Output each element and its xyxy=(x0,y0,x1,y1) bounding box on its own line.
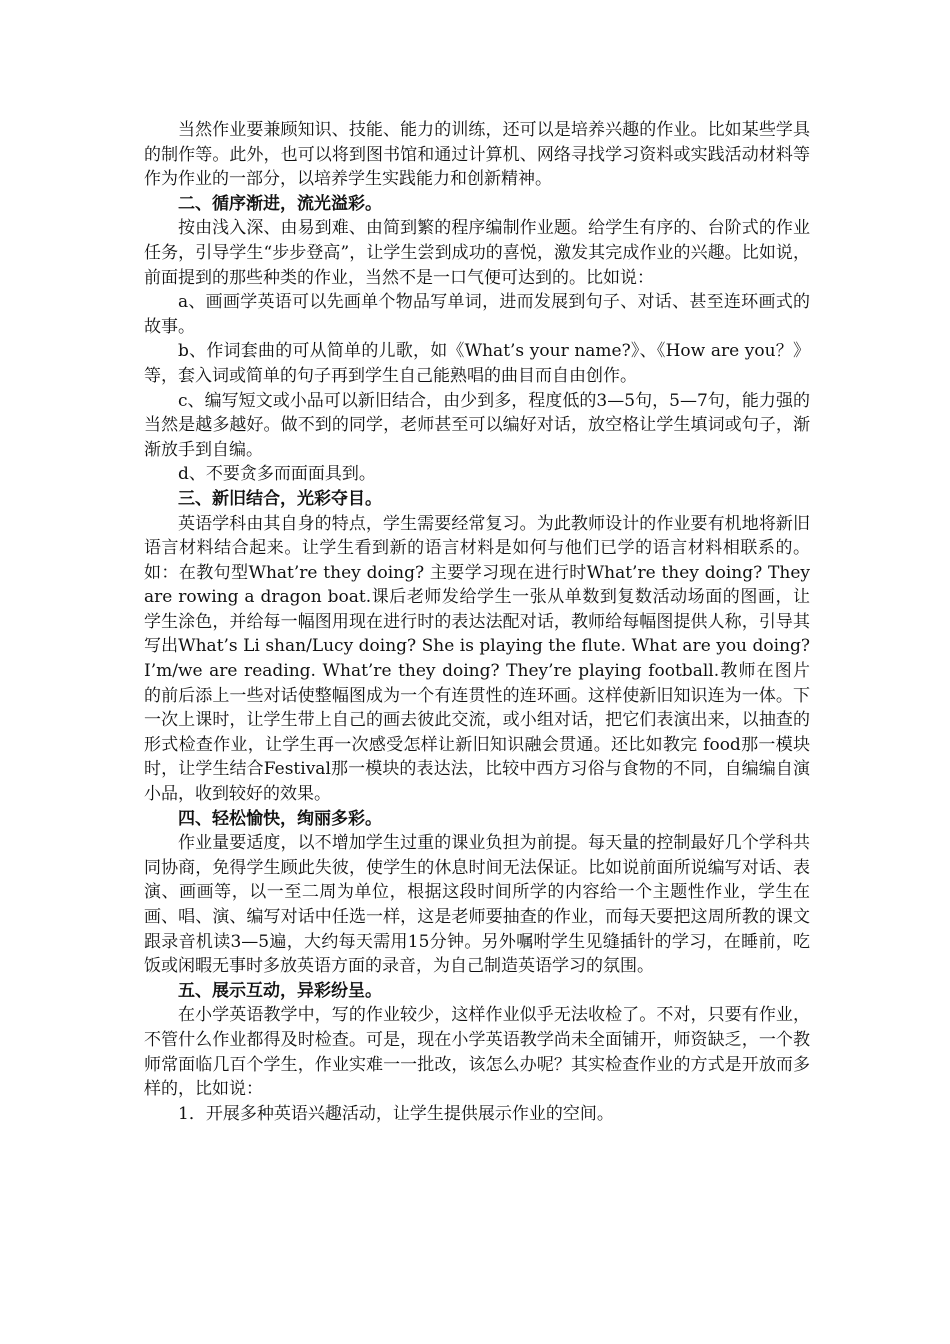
paragraph-section-5: 在小学英语教学中，写的作业较少，这样作业似乎无法收检了。不对，只要有作业，不管什么作业都得及时检查。可是，现在小学英语教学尚未全面铺开，师资缺乏，一个教师常面临几百个学生，作业实难一一批改，该怎么办呢？其实检查作业的方式是开放而多样的，比如说： xyxy=(144,1005,810,1100)
paragraph-section-3: 英语学科由其自身的特点，学生需要经常复习。为此教师设计的作业要有机地将新旧语言材料结合起来。让学生看到新的语言材料是如何与他们已学的语言材料相联系的。如：在教句型What’re they doing? 主要学习现在进行时What’re they doing? They are rowing a dragon boat.课后老师发给学生一张从单数到复数活动场面的图画，让学生涂色，并给每一幅图用现在进行时的表达法配对话，教师给每幅图提供人称，引导其写出What’s Li shan/Lucy doing? She is playing the flute. What are you doing? I’m/we are reading. What’re they doing? They’re playing football.教师在图片的前后添上一些对话使整幅图成为一个有连贯性的连环画。这样使新旧知识连为一体。下一次上课时，让学生带上自己的画去彼此交流，或小组对话，把它们表演出来，以抽查的形式检查作业，让学生再一次感受怎样让新旧知识融会贯通。还比如教完 food那一模块时，让学生结合Festival那一模块的表达法，比较中西方习俗与食物的不同，自编编自演小品，收到较好的效果。 xyxy=(144,513,810,805)
section-heading-2: 二、循序渐进，流光溢彩。 xyxy=(178,193,382,214)
document-body xyxy=(144,118,810,1126)
paragraph-section-2: 按由浅入深、由易到难、由简到繁的程序编制作业题。给学生有序的、台阶式的作业任务，引导学生“步步登高”，让学生尝到成功的喜悦，激发其完成作业的兴趣。比如说，前面提到的那些种类的作业，当然不是一口气便可达到的。比如说： xyxy=(144,218,810,288)
section-heading-4: 四、轻松愉快，绚丽多彩。 xyxy=(178,808,382,829)
list-item-1: 1．开展多种英语兴趣活动，让学生提供展示作业的空间。 xyxy=(178,1103,614,1124)
list-item-c: c、编写短文或小品可以新旧结合，由少到多，程度低的3—5句，5—7句，能力强的当然是越多越好。做不到的同学，老师甚至可以编好对话，放空格让学生填词或句子，渐渐放手到自编。 xyxy=(144,390,810,460)
list-item-a: a、画画学英语可以先画单个物品写单词，进而发展到句子、对话、甚至连环画式的故事。 xyxy=(144,292,810,337)
list-item-b: b、作词套曲的可从简单的儿歌，如《What’s your name?》、《How are you？》等，套入词或简单的句子再到学生自己能熟唱的曲目而自由创作。 xyxy=(144,341,810,386)
paragraph-intro: 当然作业要兼顾知识、技能、能力的训练，还可以是培养兴趣的作业。比如某些学具的制作等。此外，也可以将到图书馆和通过计算机、网络寻找学习资料或实践活动材料等作为作业的一部分，以培养学生实践能力和创新精神。 xyxy=(144,120,810,190)
paragraph-section-4: 作业量要适度，以不增加学生过重的课业负担为前提。每天量的控制最好几个学科共同协商，免得学生顾此失彼，使学生的休息时间无法保证。比如说前面所说编写对话、表演、画画等，以一至二周为单位，根据这段时间所学的内容给一个主题性作业，学生在画、唱、演、编写对话中任选一样，这是老师要抽查的作业，而每天要把这周所教的课文跟录音机读3—5遍，大约每天需用15分钟。另外嘱咐学生见缝插针的学习，在睡前，吃饭或闲暇无事时多放英语方面的录音，为自己制造英语学习的氛围。 xyxy=(144,833,810,977)
section-heading-5: 五、展示互动，异彩纷呈。 xyxy=(178,980,382,1001)
section-heading-3: 三、新旧结合，光彩夺目。 xyxy=(178,488,382,509)
list-item-d: d、不要贪多而面面具到。 xyxy=(178,464,376,485)
